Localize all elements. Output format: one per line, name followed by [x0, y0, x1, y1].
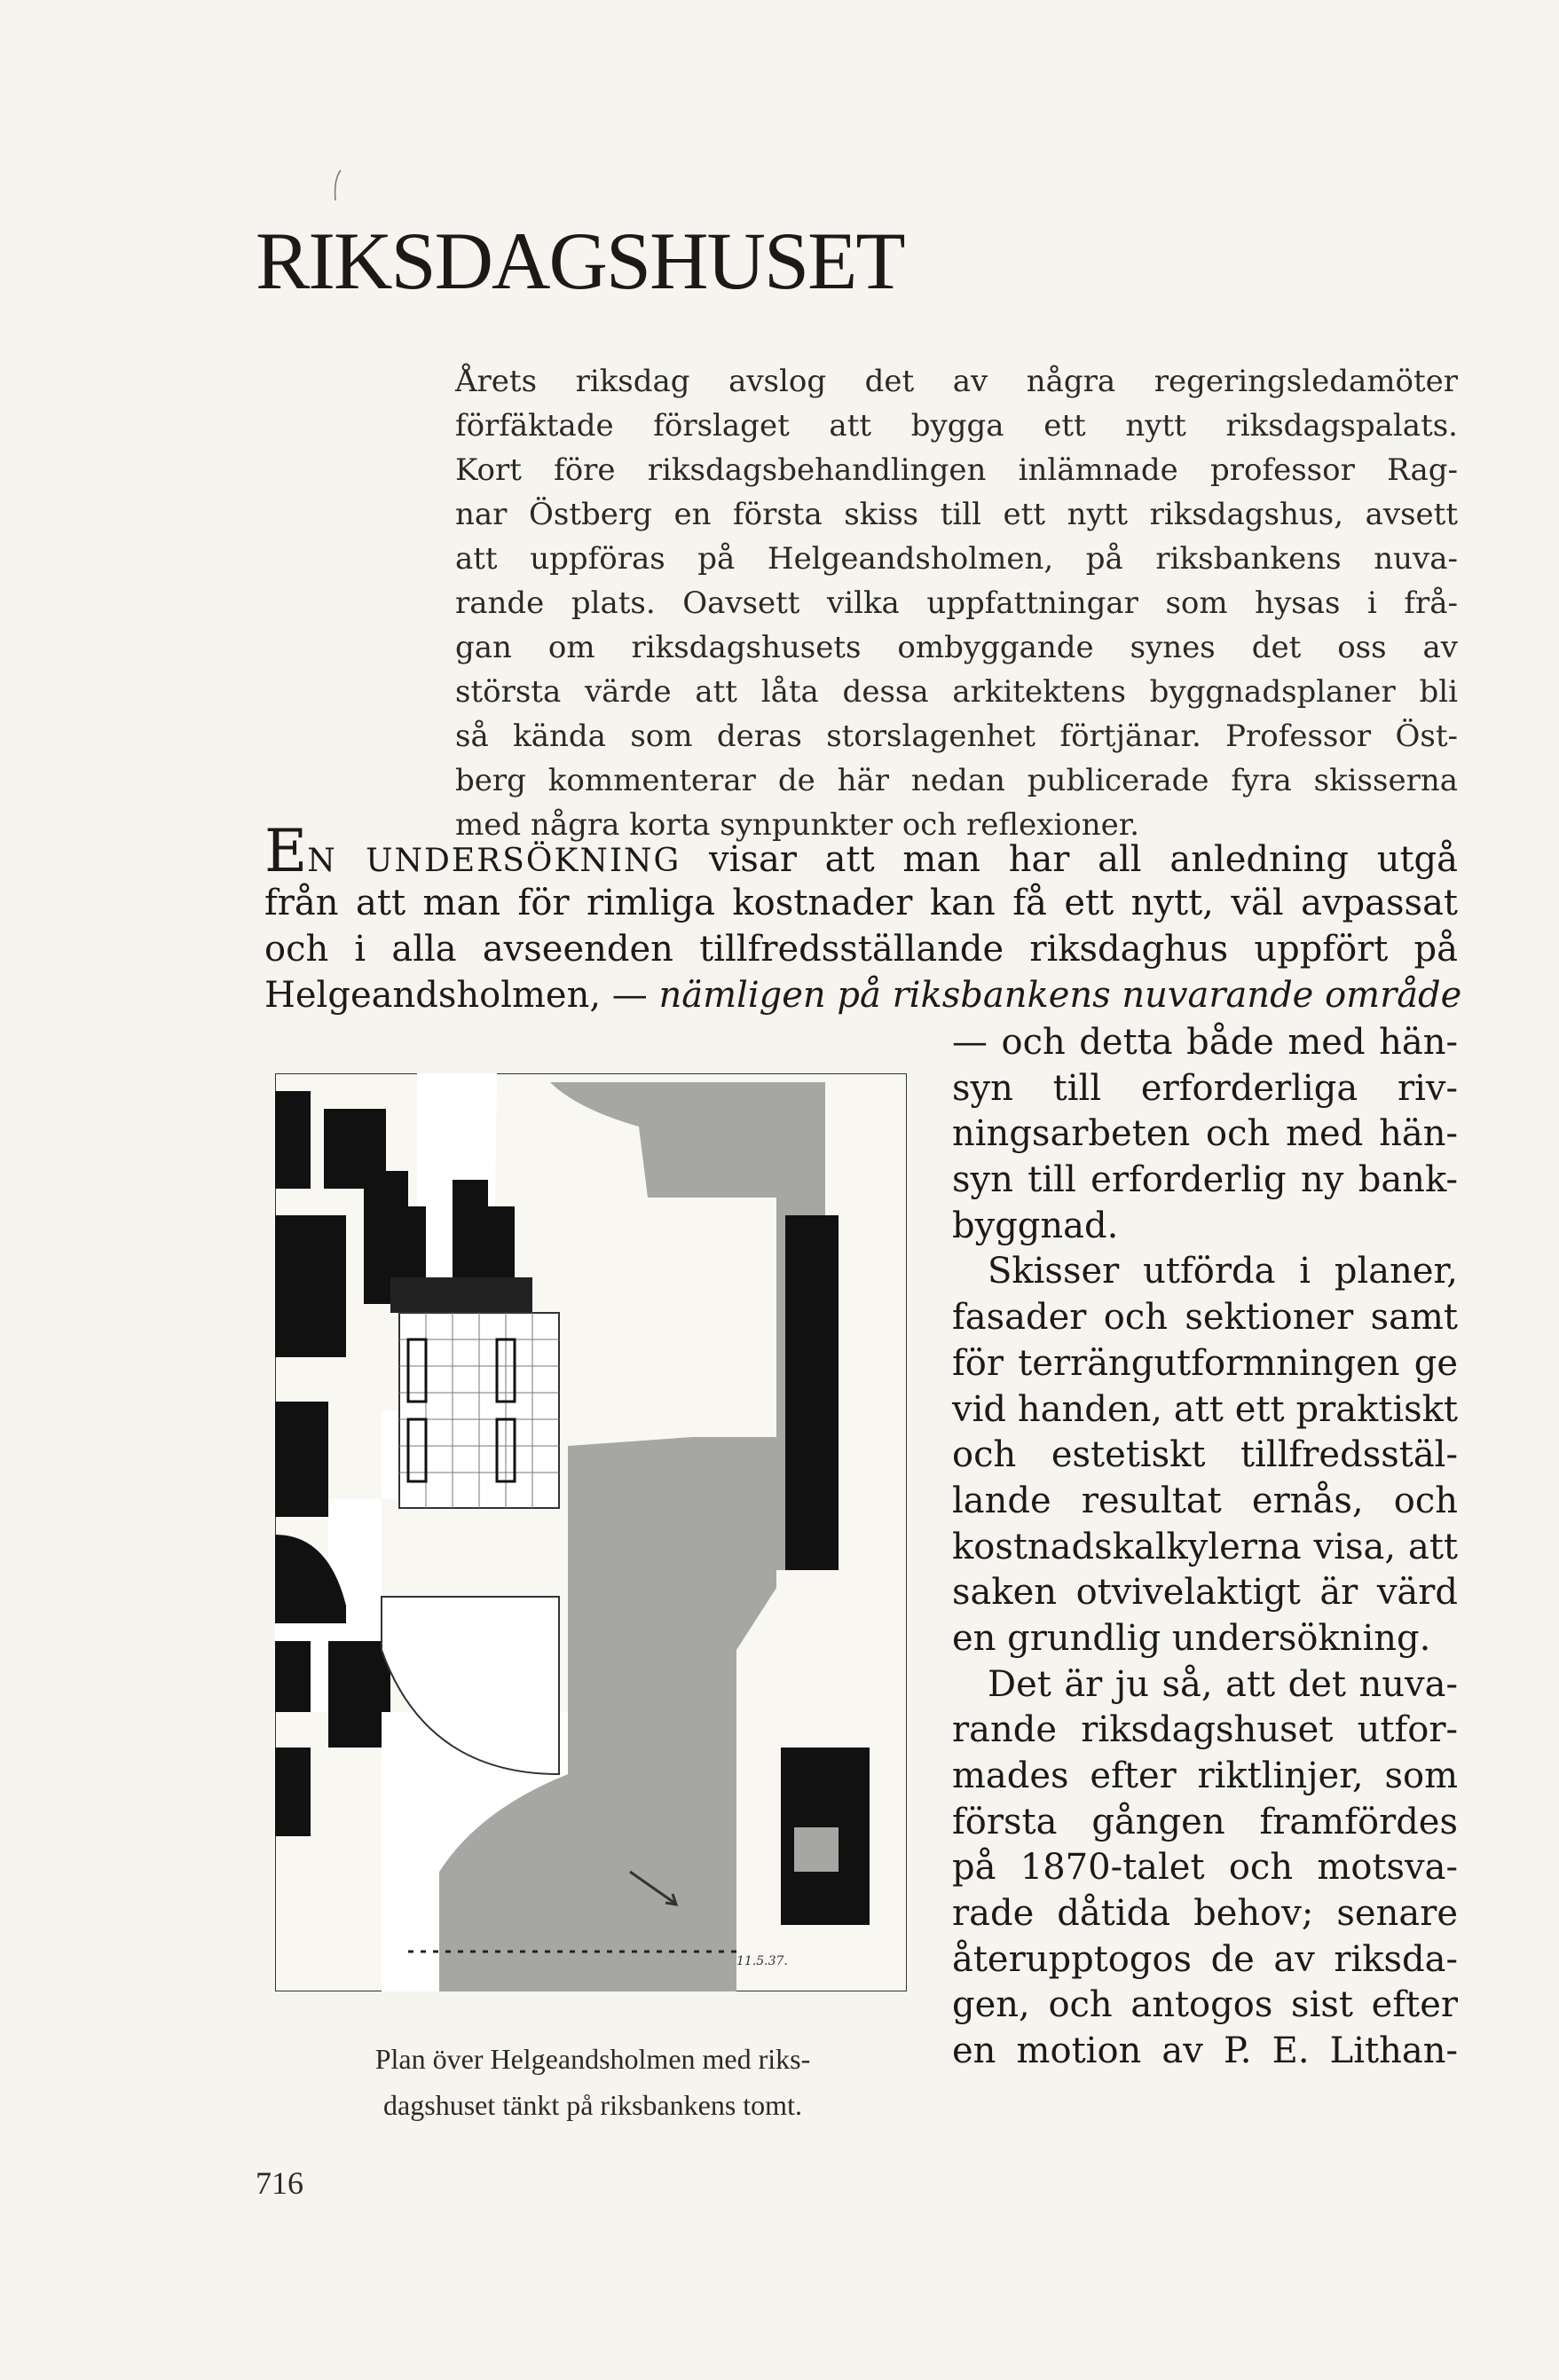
- figure-caption: [264, 2036, 921, 2128]
- body-line: [264, 972, 1462, 1018]
- building-block: [275, 1748, 311, 1836]
- page-number: 716: [256, 2165, 303, 2201]
- intro-line: berg kommenterar de här nedan publicerade fyra skisserna: [455, 763, 1458, 798]
- body-line: och i alla avseenden tillfredsställande riksdaghus uppfört på: [264, 929, 1458, 970]
- figure-annotation: 11.5.37.: [736, 1954, 788, 1968]
- intro-line: Kort före riksdagsbehandlingen inlämnade professor Rag-: [455, 452, 1458, 488]
- intro-paragraph: [455, 359, 1458, 847]
- intro-line: gan om riksdagshusets ombyggande synes det oss av: [455, 630, 1458, 665]
- column-line: ningsarbeten och med hän-: [952, 1113, 1458, 1155]
- column-line: rade dåtida behov; senare: [952, 1893, 1458, 1935]
- column-line: byggnad.: [952, 1205, 1119, 1246]
- column-line: för terrängutformningen ge: [952, 1342, 1458, 1384]
- intro-line: rande plats. Oavsett vilka uppfattningar som hysas i frå-: [455, 585, 1458, 621]
- intro-line: att uppföras på Helgeandsholmen, på riksbankens nuva-: [455, 541, 1458, 577]
- building-wing: [390, 1277, 532, 1313]
- building-block: [275, 1091, 311, 1189]
- caption-line: Plan över Helgeandsholmen med riks-: [374, 2043, 811, 2075]
- column-line: en motion av P. E. Lithan-: [952, 2030, 1458, 2072]
- building-east-court: [794, 1827, 839, 1872]
- column-line: fasader och sektioner samt: [952, 1297, 1458, 1339]
- intro-line: största värde att låta dessa arkitektens byggnadsplaner bli: [455, 674, 1458, 710]
- body-column-right: [952, 1020, 1458, 2075]
- building-block: [275, 1215, 346, 1357]
- column-line: — och detta både med hän-: [952, 1022, 1458, 1063]
- pencil-mark: [328, 169, 346, 204]
- building-block: [328, 1641, 390, 1748]
- drop-cap: E: [264, 817, 308, 885]
- body-text: Helgeandsholmen, —: [264, 975, 659, 1016]
- intro-line: så kända som deras storslagenhet förtjänar. Professor Öst-: [455, 719, 1458, 754]
- intro-line: med några korta synpunkter och reflexioner.: [455, 807, 1140, 843]
- caption-line: dagshuset tänkt på riksbankens tomt.: [383, 2089, 802, 2121]
- building-east: [785, 1215, 839, 1570]
- site-plan-figure: [275, 1073, 907, 1991]
- building-tower: [399, 1206, 426, 1286]
- column-line: Det är ju så, att det nuva-: [988, 1663, 1458, 1705]
- lead-in-smallcaps: N UNDERSÖKNING: [307, 843, 681, 879]
- page-title: RIKSDAGSHUSET: [256, 216, 904, 306]
- column-line: en grundlig undersökning.: [952, 1617, 1431, 1659]
- column-line: lande resultat ernås, och: [952, 1480, 1458, 1521]
- intro-line: Årets riksdag avslog det av några regeringsledamöter: [455, 364, 1458, 399]
- building-tower: [488, 1206, 515, 1286]
- column-line: Skisser utförda i planer,: [988, 1251, 1458, 1292]
- body-italic-text: nämligen på riksbankens nuvarande område: [658, 975, 1462, 1016]
- column-line: vid handen, att ett praktiskt: [952, 1388, 1458, 1430]
- body-text: visar att man har all anledning utgå: [681, 839, 1458, 880]
- column-line: syn till erforderliga riv-: [952, 1067, 1458, 1109]
- column-line: rande riksdagshuset utfor-: [952, 1709, 1458, 1751]
- column-line: syn till erforderlig ny bank-: [952, 1159, 1458, 1201]
- column-line: mades efter riktlinjer, som: [952, 1756, 1458, 1796]
- column-line: saken otvivelaktigt är värd: [952, 1572, 1458, 1614]
- body-line: från att man för rimliga kostnader kan få ett nytt, väl avpassat: [264, 883, 1458, 923]
- building-block: [275, 1402, 328, 1517]
- building-tower: [453, 1180, 488, 1286]
- building-block: [275, 1641, 311, 1712]
- column-line: kostnadskalkylerna visa, att: [952, 1526, 1458, 1567]
- column-line: första gången framfördes: [952, 1801, 1458, 1842]
- column-line: återupptogos de av riksda-: [952, 1938, 1458, 1980]
- column-line: på 1870-talet och motsva-: [952, 1847, 1458, 1889]
- intro-line: förfäktade förslaget att bygga ett nytt riksdagspalats.: [455, 408, 1458, 444]
- intro-line: nar Östberg en första skiss till ett nytt riksdagshus, avsett: [455, 497, 1458, 532]
- column-line: och estetiskt tillfredsstäl-: [952, 1434, 1458, 1476]
- column-line: gen, och antogos sist efter: [952, 1984, 1458, 2026]
